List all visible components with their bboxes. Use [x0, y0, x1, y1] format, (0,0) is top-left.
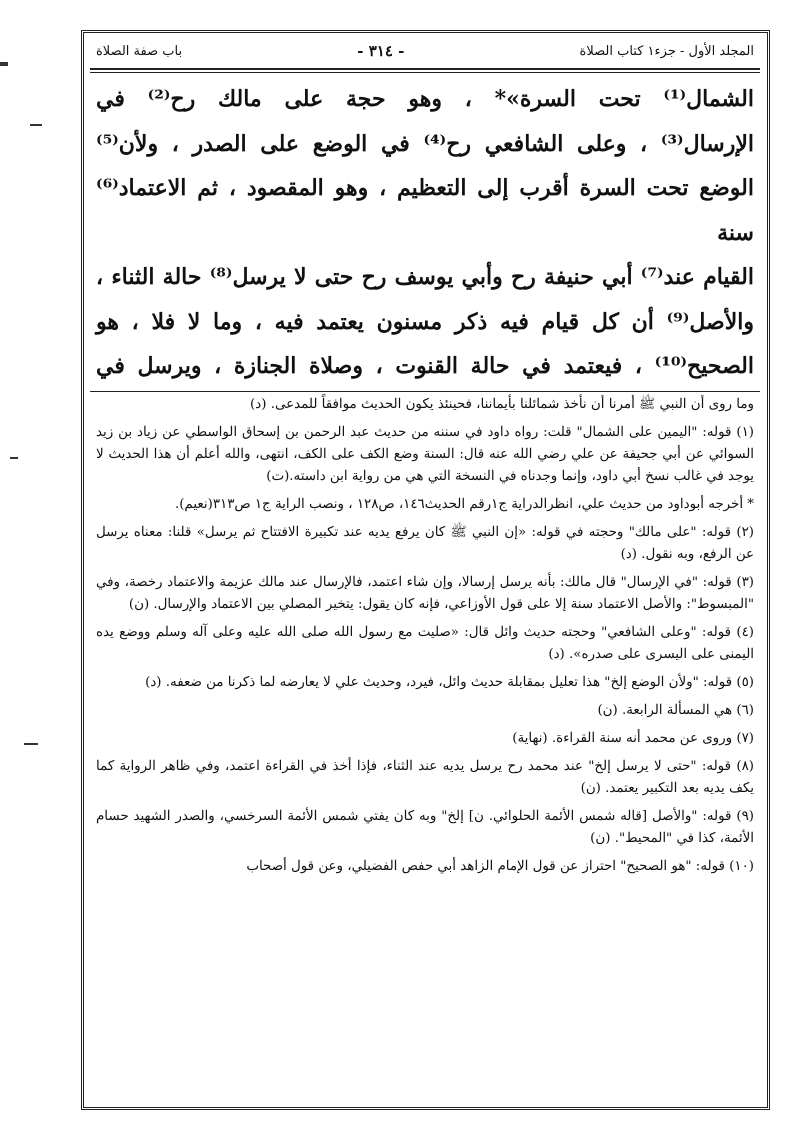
margin-mark [0, 62, 8, 66]
footnote-10: (١٠) قوله: "هو الصحيح" احتراز عن قول الإمام الزاهد أبي حفص الفضيلي، وعن قول أصحاب [246, 858, 754, 874]
margin-mark [30, 124, 42, 126]
footnote-5: (٥) قوله: "ولأن الوضع إلخ" هذا تعليل بمقابلة حديث وائل، فيرد، وحديث علي لا يعارضه لما ذكرنا من ضعفه. (د) [145, 674, 754, 690]
header-volume-title: المجلد الأول - جزء١ كتاب الصلاة [579, 43, 754, 59]
page-content [90, 34, 760, 1104]
footnote-8: (٨) قوله: "حتى لا يرسل إلخ" عند محمد رح يرسل يديه عند الثناء، فإذا أخذ في القراءة اعتمد، وفي ظاهر الرواية كما يكف يديه بعد التكبير يعتمد. (ن) [96, 758, 754, 796]
header-chapter-title: باب صفة الصلاة [96, 43, 183, 59]
footnote-4: (٤) قوله: "وعلى الشافعي" وحجته حديث وائل قال: «صليت مع رسول الله صلى الله عليه وعلى آله وسلم ووضع يده اليمنى على اليسرى على صدره». (د) [96, 624, 754, 662]
main-text [90, 73, 760, 389]
page-number: - ٣١٤ - [357, 42, 405, 60]
footnote-6: (٦) هي المسألة الرابعة. (ن) [597, 702, 754, 718]
footnote-1: (١) قوله: "اليمين على الشمال" قلت: رواه داود في سننه من حديث عبد الرحمن بن إسحاق الواسطي عن زياد بن زيد السوائي عن أبي جحيفة عن علي رضي الله عنه قال: السنة وضع الكف على الكف، انتهى، والله أعلم أن هذا الحديث لا يوجد في غالب نسخ أبي داود، وإنما وجدناه في النسخة التي هي من رواية ابن داسته.(ت) [96, 424, 754, 484]
main-line: الوضع تحت السرة أقرب إلى التعظيم ، وهو المقصود ، ثم الاعتماد⁽⁶⁾ سنة [96, 175, 754, 246]
main-line: القيام عند⁽⁷⁾ أبي حنيفة رح وأبي يوسف رح حتى لا يرسل⁽⁸⁾ حالة الثناء ، [96, 264, 754, 290]
main-line: الشمال⁽¹⁾ تحت السرة»* ، وهو حجة على مالك رح⁽²⁾ في [96, 86, 754, 112]
margin-mark [24, 743, 38, 745]
main-line: الإرسال⁽³⁾ ، وعلى الشافعي رح⁽⁴⁾ في الوضع على الصدر ، ولأن⁽⁵⁾ [96, 130, 754, 157]
margin-mark [10, 457, 18, 459]
main-line: الصحيح⁽¹⁰⁾ ، فيعتمد في حالة القنوت ، وصلاة الجنازة ، ويرسل في [96, 353, 754, 379]
footnote-2: (٢) قوله: "على مالك" وحجته في قوله: «إن النبي ﷺ كان يرفع يديه عند تكبيرة الافتتاح ثم يرسل» قلنا: معناه يرسل عن الرفع، وبه نقول. (د) [96, 524, 754, 562]
footnote-9: (٩) قوله: "والأصل [قاله شمس الأئمة الحلوائي. ن] إلخ" وبه كان يفتي شمس الأئمة السرخسي، والصدر الشهيد حسام الأئمة، كذا في "المحيط". (ن) [96, 808, 754, 846]
main-line: والأصل⁽⁹⁾ أن كل قيام فيه ذكر مسنون يعتمد فيه ، وما لا فلا ، هو [96, 308, 754, 335]
footnote-star: * أخرجه أبوداود من حديث علي، انظرالدراية ج١رقم الحديث١٤٦، ص١٢٨ ، ونصب الراية ج١ ص٣١٣(نعيم). [174, 496, 754, 512]
footnote-separator [90, 391, 760, 392]
running-header [90, 34, 760, 64]
header-rule [90, 68, 760, 70]
footnote-7: (٧) وروى عن محمد أنه سنة القراءة. (نهاية) [512, 730, 754, 746]
footnote-3: (٣) قوله: "في الإرسال" قال مالك: بأنه يرسل إرسالا، وإن شاء اعتمد، فالإرسال عند مالك عزيمة والاعتماد رخصة، وفي "المبسوط": والأصل الاعتماد سنة إلا على قول الأوزاعي، فإنه كان يقول: يتخير المصلي بين الاعتماد والإرسال. (ن) [96, 574, 754, 612]
footnote-continuation: وما روى أن النبي ﷺ أمرنا أن نأخذ شمائلنا بأيماننا، فحينئذ يكون الحديث موافقاً للمدعى. (د) [250, 396, 754, 412]
footnotes [90, 394, 760, 878]
